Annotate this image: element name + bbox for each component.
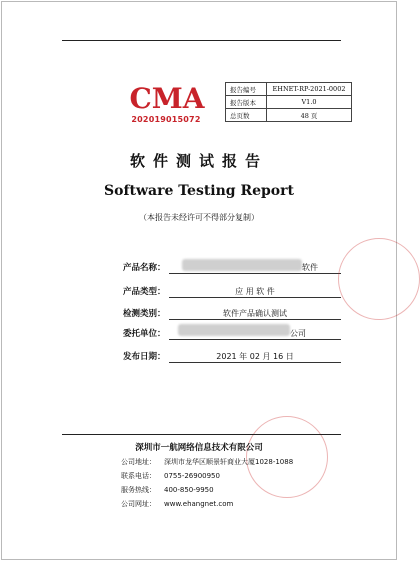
- field-underline: [169, 319, 341, 320]
- contact-value: 400-850-9950: [164, 486, 214, 494]
- copy-notice: （本报告未经许可不得部分复制）: [139, 213, 259, 222]
- meta-label: 报告编号: [226, 83, 267, 96]
- contact-value: www.ehangnet.com: [164, 500, 234, 508]
- top-rule: [62, 40, 341, 41]
- cma-mark-icon: [129, 80, 205, 115]
- contact-address: [121, 457, 293, 467]
- field-underline: [169, 273, 341, 274]
- meta-label: 总页数: [226, 109, 267, 122]
- table-row: [226, 83, 352, 96]
- table-row: [226, 96, 352, 109]
- bottom-rule: [62, 434, 341, 435]
- field-underline: [169, 339, 341, 340]
- field-value-release-date: 2021 年 02 月 16 日: [216, 352, 294, 361]
- contact-label: 公司网址：: [121, 500, 156, 508]
- table-row: [226, 109, 352, 122]
- field-underline: [169, 362, 341, 363]
- contact-phone: [121, 471, 220, 481]
- cma-logo-text: CMA: [129, 82, 205, 115]
- company-name: 深圳市一航网络信息技术有限公司: [135, 443, 263, 453]
- redaction-blur: [178, 324, 290, 336]
- contact-website: [121, 499, 233, 509]
- field-value-test-category: 软件产品确认测试: [223, 309, 287, 318]
- field-label-product-type: 产品类型：: [123, 287, 166, 297]
- meta-value: EHNET-RP-2021-0002: [267, 83, 352, 96]
- field-value-product-type: 应 用 软 件: [235, 287, 275, 296]
- report-meta-table: [225, 82, 352, 122]
- field-value-product-name: 软件: [302, 263, 318, 272]
- contact-value: 深圳市龙华区顺景轩商业大厦1028-1088: [164, 458, 294, 466]
- field-underline: [169, 297, 341, 298]
- field-label-client: 委托单位：: [123, 329, 166, 339]
- field-label-release-date: 发布日期：: [123, 352, 166, 362]
- contact-label: 联系电话：: [121, 472, 156, 480]
- cma-number: 202019015072: [131, 115, 201, 124]
- title-english: Software Testing Report: [104, 183, 294, 199]
- field-label-test-category: 检测类别：: [123, 309, 166, 319]
- field-value-client: 公司: [290, 329, 306, 338]
- contact-value: 0755-26900950: [164, 472, 220, 480]
- field-label-product-name: 产品名称：: [123, 263, 166, 273]
- report-cover-page: [1, 1, 397, 560]
- meta-value: 48 页: [267, 109, 352, 122]
- meta-label: 报告版本: [226, 96, 267, 109]
- company-seal: [338, 238, 420, 320]
- title-chinese: 软件测试报告: [129, 152, 268, 170]
- contact-label: 服务热线：: [121, 486, 156, 494]
- contact-hotline: [121, 485, 214, 495]
- meta-value: V1.0: [267, 96, 352, 109]
- redaction-blur: [182, 259, 302, 271]
- contact-label: 公司地址：: [121, 458, 156, 466]
